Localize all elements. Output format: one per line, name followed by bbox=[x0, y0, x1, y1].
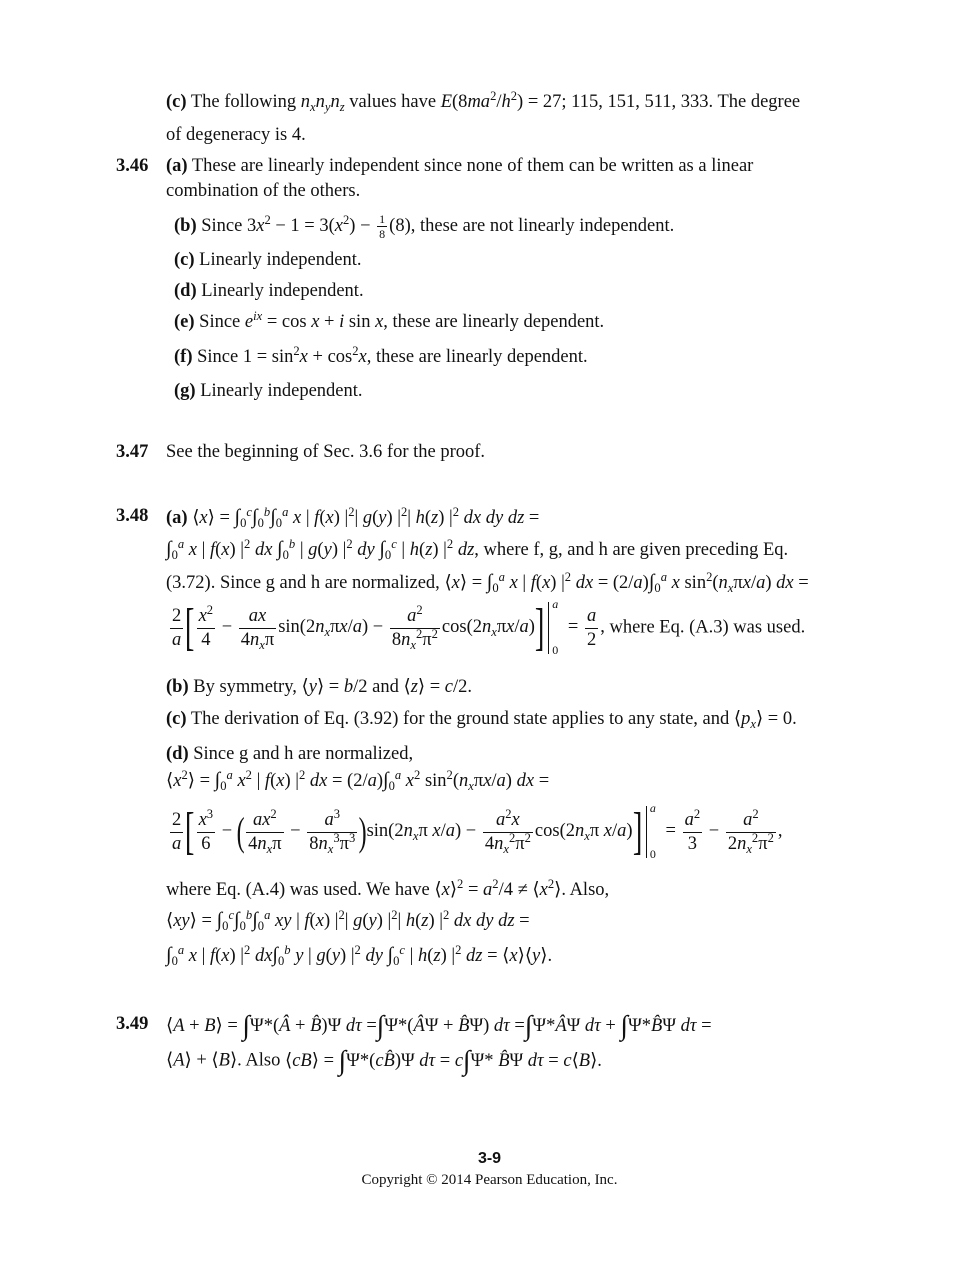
p348-b-label: (b) bbox=[166, 677, 189, 697]
p348-d-line3 bbox=[168, 801, 783, 862]
p348-a-line3 bbox=[166, 571, 809, 594]
p346-b-equation: $3x^2 - 1 = 3(x^2)$ − $\frac{1}{8}$ (8), bbox=[246, 212, 416, 242]
p346-d-label: (d) bbox=[174, 281, 197, 301]
problem-number-346: 3.46 bbox=[116, 156, 149, 176]
p348-a-line2-text: where f, g, and h are given preceding Eq. bbox=[483, 540, 789, 560]
p348-d-eq5: $\int_0^a$ x | f(x) $|^2$ $dx\int_0^b$ y | g(y) $|^2$ dy $\int_0^c$ | h(z) $|^2$ dz = ⟨x⟩⟨y⟩. bbox=[166, 943, 553, 968]
part-c-values: 115, 151, 511, 333. The degree bbox=[571, 92, 801, 112]
p346-f-line bbox=[174, 344, 588, 368]
p346-d-text: Linearly independent. bbox=[201, 281, 364, 301]
part-c-label: (c) bbox=[166, 92, 187, 112]
p346-b-label: (b) bbox=[174, 216, 197, 237]
p348-d-line1 bbox=[166, 744, 413, 765]
p348-d-text: Since g and h are normalized, bbox=[193, 744, 414, 764]
part-c-text2: values have bbox=[349, 92, 437, 112]
p348-c-label: (c) bbox=[166, 709, 187, 729]
problem-number-347: 3.47 bbox=[116, 442, 149, 462]
p346-d-line bbox=[174, 281, 364, 302]
part-c-line2: of degeneracy is 4. bbox=[166, 125, 306, 145]
p346-a-text: These are linearly independent since none of them can be written as a linear bbox=[191, 156, 754, 176]
p346-b-post: these are not linearly independent. bbox=[419, 216, 675, 237]
p348-d-eq4: ⟨xy⟩ = $\int_0^c\int_0^b\int_0^a$ xy | f(x) $|^2|$ g(y) $|^2|$ h(z) $|^2$ dx dy dz = bbox=[166, 908, 530, 933]
p348-d-eq2: $\frac{2}{a}$ [ $\frac{x^3}{6}$ − ( $\frac{ax^2}{4n_x\pi}$ − $\frac{a^3}{8n_x^3\pi^3}$ )$\sin(2n_x\pi$ x/a) − $\frac{a^2x}{4n_x^2\pi^2}$ $\cos(2n_x\pi$ x/a)] a 0 = $\frac{a^2}{3}$ − $\frac{a^2}{2n_x^2\pi^2}$ , bbox=[172, 801, 783, 862]
problem-number-349: 3.49 bbox=[116, 1014, 149, 1034]
p348-a-line3-text: (3.72). Since g and h are normalized, bbox=[166, 573, 440, 593]
p348-d-also: Also, bbox=[569, 880, 610, 900]
p346-a-line2: combination of the others. bbox=[166, 181, 361, 201]
p346-e-line bbox=[174, 309, 605, 333]
nxnynz-symbol: $n_xn_yn_z$ bbox=[300, 92, 345, 114]
p348-d-line4 bbox=[166, 877, 610, 901]
p348-a-label: (a) bbox=[166, 508, 188, 528]
p348-a-eq3: ⟨x⟩ = $\int_0^a$ x | f(x) $|^2$ dx = $(2/a)\int_0^a$ x $\sin^2(n_x\pi x/a)$ dx = bbox=[444, 570, 809, 595]
p348-b-eq: ⟨y⟩ = b/2 and ⟨z⟩ = c/2. bbox=[301, 677, 473, 697]
p348-d-line6 bbox=[166, 944, 552, 967]
p348-c-text: The derivation of Eq. (3.92) for the ground state applies to any state, and bbox=[190, 709, 730, 729]
p346-a-line1 bbox=[166, 156, 753, 177]
p347-text: See the beginning of Sec. 3.6 for the proof. bbox=[166, 442, 486, 462]
p348-c-line bbox=[166, 709, 797, 730]
p348-a-line4 bbox=[168, 597, 806, 658]
p348-a-line2 bbox=[166, 538, 788, 561]
p346-e-pre: Since bbox=[199, 312, 241, 332]
p346-e-post: these are linearly dependent. bbox=[392, 312, 605, 332]
page-number: 3-9 bbox=[477, 1150, 502, 1167]
p348-d-line5 bbox=[166, 909, 530, 932]
p348-d-line2 bbox=[166, 769, 549, 792]
p348-b-text: By symmetry, bbox=[193, 677, 297, 697]
p348-d-eq1: $⟨x^2⟩ = \int_0^a$ $x^2$ | f(x) $|^2$ dx = $(2/a)\int_0^a$ $x^2$ $\sin^2(n_x\pi x/a)$ dx = bbox=[166, 768, 550, 793]
p348-a-eq4: $\frac{2}{a}$ [ $\frac{x^2}{4}$ − $\frac{ax}{4n_x\pi}$ $\sin(2n_x\pi x/a)$ − $\frac{a^2}{8n_x^2\pi^2}$ $\cos(2n_x\pi x/a)$] a 0 = $\frac{a}{2}$ , bbox=[172, 597, 610, 658]
p346-c-label: (c) bbox=[174, 250, 195, 270]
p349-eq3: ⟨cB⟩ = ∫Ψ*(cB̂)Ψ dτ = c∫Ψ* B̂Ψ dτ = c⟨B⟩. bbox=[285, 1045, 602, 1076]
energy-equation: $E(8ma^2/h^2) = 27$; bbox=[440, 89, 567, 112]
p348-a-eq1: ⟨x⟩ = $\int_0^c\int_0^b\int_0^a$ x | f(x) $|^2|$ g(y) $|^2|$ h(z) $|^2$ dx dy dz = bbox=[192, 505, 540, 530]
p349-line1 bbox=[166, 1010, 712, 1042]
p346-f-equation: $1 = \sin^2x + \cos^2x$, bbox=[242, 344, 372, 367]
p348-b-line bbox=[166, 677, 472, 698]
p348-d-where: where Eq. (A.4) was used. We have bbox=[166, 880, 430, 900]
p346-g-line bbox=[174, 381, 363, 402]
p346-e-equation: $e^{ix} = \cos x + i$ sin x, bbox=[244, 309, 388, 332]
p348-a-eq2: $\int_0^a$ x | f(x) $|^2$ dx $\int_0^b$ | g(y) $|^2$ dy $\int_0^c$ | h(z) $|^2$ dz, bbox=[166, 537, 479, 562]
p348-d-label: (d) bbox=[166, 744, 189, 764]
p346-c-text: Linearly independent. bbox=[199, 250, 362, 270]
p348-a-line1 bbox=[166, 506, 539, 529]
p349-also: Also bbox=[245, 1050, 281, 1071]
part-c-text1: The following bbox=[190, 92, 297, 112]
p348-d-eq3: ⟨x⟩$^2$ = $a^2/4$ ≠ $⟨x^2⟩$. bbox=[434, 877, 566, 900]
p346-f-label: (f) bbox=[174, 347, 193, 367]
p346-g-label: (g) bbox=[174, 381, 196, 401]
p346-f-pre: Since bbox=[197, 347, 239, 367]
copyright-notice: Copyright © 2014 Pearson Education, Inc. bbox=[361, 1172, 618, 1188]
p349-eq2: ⟨A⟩ + ⟨B⟩. bbox=[166, 1050, 242, 1071]
p346-b-pre: Since bbox=[201, 216, 243, 237]
p346-g-text: Linearly independent. bbox=[200, 381, 363, 401]
p346-a-label: (a) bbox=[166, 156, 188, 176]
p346-f-post: these are linearly dependent. bbox=[376, 347, 588, 367]
p348-a-line4-text: where Eq. (A.3) was used. bbox=[609, 617, 806, 638]
problem-number-348: 3.48 bbox=[116, 506, 149, 526]
p349-eq1: ⟨A + B⟩ = ∫Ψ*(Â + B̂)Ψ dτ =∫Ψ*(ÂΨ + B̂Ψ) dτ =∫Ψ*ÂΨ dτ + ∫Ψ*B̂Ψ dτ = bbox=[166, 1010, 712, 1041]
p346-b-line bbox=[174, 212, 674, 242]
part-c-line1 bbox=[166, 89, 801, 114]
p346-e-label: (e) bbox=[174, 312, 195, 332]
p349-line2 bbox=[166, 1045, 602, 1077]
p348-c-eq: $⟨p_x⟩ = 0$. bbox=[733, 709, 797, 731]
p346-c-line bbox=[174, 250, 362, 271]
